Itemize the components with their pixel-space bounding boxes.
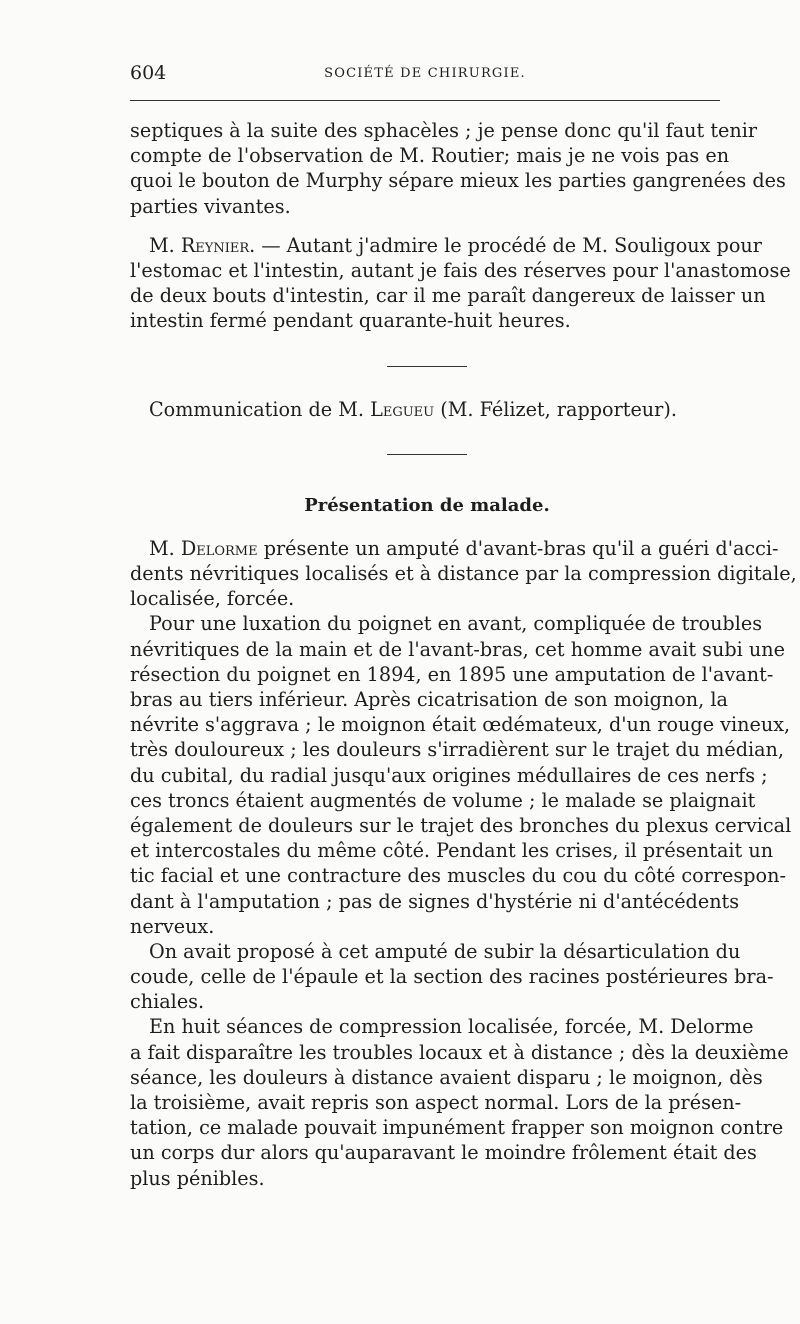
paragraph-reynier — [130, 233, 791, 334]
text-line: la troisième, avait repris son aspect normal. Lors de la présen- — [130, 1091, 742, 1114]
text-line: a fait disparaître les troubles locaux et à distance ; dès la deuxième — [130, 1040, 789, 1064]
text-line: et intercostales du même côté. Pendant les crises, il présentait un — [130, 839, 774, 863]
text-line: coude, celle de l'épaule et la section des racines postérieures bra- — [130, 965, 774, 989]
paragraph-continuation — [130, 118, 786, 219]
paragraph-case-history — [130, 611, 792, 938]
text-line: de deux bouts d'intestin, car il me paraît dangereux de laisser un — [130, 284, 766, 308]
speaker-name: Reynier — [180, 233, 250, 257]
text-line: plus pénibles. — [130, 1166, 265, 1190]
text-line: l'estomac et l'intestin, autant je fais des réserves pour l'anastomose — [130, 258, 791, 282]
text-line: névritiques de la main et de l'avant-bras, cet homme avait subi une — [130, 637, 785, 661]
communication-line: Communication de M. Legueu (M. Félizet, rapporteur). — [149, 397, 677, 421]
text-line: séance, les douleurs à distance avaient disparu ; le moignon, dès — [130, 1065, 763, 1089]
text-line: On avait proposé à cet amputé de subir la désarticulation du — [149, 939, 741, 963]
section-title: Présentation de malade. — [304, 494, 550, 516]
text-line: un corps dur alors qu'auparavant le moindre frôlement était des — [130, 1141, 757, 1165]
text-line: intestin fermé pendant quarante-huit heures. — [130, 309, 571, 333]
paragraph-outcome — [130, 1014, 789, 1190]
text-line: névrite s'aggrava ; le moignon était œdémateux, d'un rouge vineux, — [130, 713, 791, 737]
text-line: dant à l'amputation ; pas de signes d'hystérie ni d'antécédents — [130, 889, 740, 913]
running-head: SOCIÉTÉ DE CHIRURGIE. — [324, 66, 526, 81]
text-line: quoi le bouton de Murphy sépare mieux les parties gangrenées des — [130, 169, 786, 193]
paragraph-delorme — [130, 536, 797, 612]
text-line: tation, ce malade pouvait impunément frapper son moignon contre — [130, 1116, 784, 1140]
text-line: septiques à la suite des sphacèles ; je pense donc qu'il faut tenir — [130, 119, 758, 142]
text-line: dents névritiques localisés et à distance par la compression digitale, — [130, 562, 797, 586]
text-line: parties vivantes. — [130, 194, 291, 218]
header-rule — [130, 100, 720, 101]
text-line: chiales. — [130, 990, 205, 1014]
text-line: ces troncs étaient augmentés de volume ; le malade se plaignait — [130, 788, 756, 812]
text-line: compte de l'observation de M. Routier; mais je ne vois pas en — [130, 144, 730, 168]
text-line: M. Reynier. — Autant j'admire le procédé de M. Souligoux pour — [149, 233, 762, 257]
text-line: très douloureux ; les douleurs s'irradièrent sur le trajet du médian, — [130, 738, 785, 762]
page-number: 604 — [130, 62, 167, 84]
text-line: bras au tiers inférieur. Après cicatrisation de son moignon, la — [130, 688, 728, 711]
text-line: localisée, forcée. — [130, 587, 295, 611]
text-line: résection du poignet en 1894, en 1895 une amputation de l'avant- — [130, 662, 774, 686]
paragraph-proposal — [130, 939, 774, 1015]
text-line: nerveux. — [130, 914, 215, 938]
page-body — [130, 118, 797, 1191]
text-line: du cubital, du radial jusqu'aux origines médullaires de ces nerfs ; — [130, 763, 768, 787]
surgeon-name: Delorme — [180, 536, 258, 560]
author-name: Legueu — [370, 397, 435, 421]
text-line: tic facial et une contracture des muscles du cou du côté correspon- — [130, 864, 786, 888]
page-header — [130, 62, 720, 92]
text-line: également de douleurs sur le trajet des bronches du plexus cervical — [130, 813, 792, 837]
text-line: En huit séances de compression localisée, forcée, M. Delorme — [149, 1015, 754, 1039]
text-line: M. Delorme présente un amputé d'avant-bras qu'il a guéri d'acci- — [149, 536, 779, 560]
text-line: Pour une luxation du poignet en avant, compliquée de troubles — [149, 612, 763, 636]
